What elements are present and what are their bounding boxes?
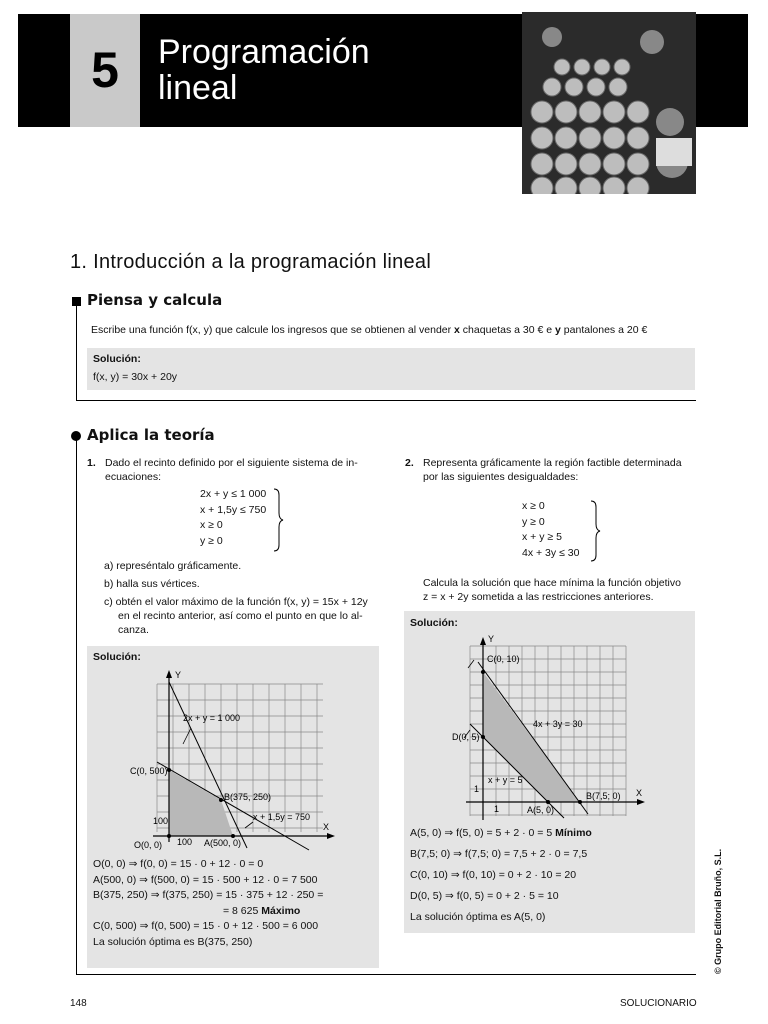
ex1-system bbox=[200, 487, 266, 549]
ex1-line2-arrow-icon bbox=[245, 822, 253, 828]
ex1-line1-arrow-icon bbox=[183, 728, 191, 744]
piensa-heading: Piensa y calcula bbox=[87, 291, 223, 309]
book-title: SOLUCIONARIO bbox=[620, 998, 697, 1009]
ex1-tick-y: 100 bbox=[153, 816, 169, 826]
aplica-rule-vertical bbox=[76, 436, 77, 974]
ex2-point-B bbox=[578, 800, 582, 804]
ex1-ineq-1: 2x + y ≤ 1 000 bbox=[200, 488, 267, 500]
ex2-tick-x: 1 bbox=[494, 804, 500, 814]
ex1-item-b: b) halla sus vértices. bbox=[104, 578, 200, 590]
ex1-eval-C: C(0, 500) ⇒ f(0, 500) = 15 · 0 + 12 · 500 = 6 000 bbox=[93, 920, 319, 932]
ex1-point-B-label: B(375, 250) bbox=[224, 792, 272, 802]
ex1-point-O bbox=[167, 834, 171, 838]
ex1-solution-label: Solución: bbox=[93, 651, 141, 663]
ex2-line1-label: 4x + 3y = 30 bbox=[533, 719, 583, 729]
ex2-point-D bbox=[481, 735, 485, 739]
ex2-solution-label: Solución: bbox=[410, 617, 458, 629]
piensa-solution-box bbox=[87, 348, 695, 390]
section-title: 1. Introducción a la programación lineal bbox=[70, 251, 432, 273]
ex2-line2-label: x + y = 5 bbox=[488, 775, 523, 785]
chapter-number: 5 bbox=[70, 14, 140, 127]
ex1-item-c-line3: canza. bbox=[118, 624, 149, 636]
ex1-point-A-label: A(500, 0) bbox=[204, 838, 242, 848]
ex2-evaluations bbox=[410, 823, 695, 928]
piensa-prompt-pre: Escribe una función f(x, y) que calcule los ingresos que se obtienen al vender bbox=[91, 324, 455, 336]
ex2-statement bbox=[423, 456, 703, 484]
ex2-statement-line1: Representa gráficamente la región factible determinada bbox=[423, 457, 682, 469]
ex1-item-c bbox=[104, 595, 368, 637]
ex1-eval-O: O(0, 0) ⇒ f(0, 0) = 15 · 0 + 12 · 0 = 0 bbox=[93, 858, 264, 870]
ex2-min-tag: Mínimo bbox=[555, 827, 592, 839]
ex2-calc-line2: z = x + 2y sometida a las restricciones anteriores. bbox=[423, 591, 654, 603]
ex2-x-label: X bbox=[636, 788, 643, 798]
aplica-rule-horizontal bbox=[76, 974, 696, 975]
page-number: 148 bbox=[70, 998, 87, 1009]
ex2-line1-arrow-icon bbox=[468, 660, 474, 668]
ex1-statement-line2: ecuaciones: bbox=[105, 471, 162, 483]
ex1-line1-label: 2x + y = 1 000 bbox=[183, 713, 241, 723]
ex1-tick-x: 100 bbox=[177, 837, 193, 847]
ex2-ineq-4: 4x + 3y ≤ 30 bbox=[522, 546, 580, 559]
ex1-line2-label: x + 1,5y = 750 bbox=[253, 812, 311, 822]
ex2-system bbox=[522, 499, 579, 561]
ex1-eval-B-result bbox=[93, 904, 383, 920]
ex2-statement-line2: por las siguientes desigualdades: bbox=[423, 471, 579, 483]
ex2-ineq-1: x ≥ 0 bbox=[522, 500, 545, 512]
ex2-conclusion: La solución óptima es A(5, 0) bbox=[410, 911, 546, 923]
chapter-title-line2: lineal bbox=[158, 69, 238, 107]
ex1-graph bbox=[87, 666, 379, 856]
ex2-calc-line1: Calcula la solución que hace mínima la función objetivo bbox=[423, 577, 681, 589]
ex2-y-arrow-icon bbox=[480, 637, 486, 645]
ex2-point-B-label: B(7,5; 0) bbox=[586, 791, 621, 801]
ex1-item-c-line2: en el recinto anterior, así como el punto en que lo al- bbox=[118, 610, 363, 622]
ex1-point-C bbox=[167, 768, 171, 772]
ex1-point-B bbox=[219, 798, 223, 802]
ex2-number: 2. bbox=[405, 457, 414, 469]
ex1-item-c-line1: c) obtén el valor máximo de la función f(x, y) = 15x + 12y bbox=[104, 596, 368, 608]
ex2-eval-B: B(7,5; 0) ⇒ f(7,5; 0) = 7,5 + 2 · 0 = 7,5 bbox=[410, 848, 588, 860]
ex1-brace-icon bbox=[272, 487, 284, 553]
ex2-eval-D: D(0, 5) ⇒ f(0, 5) = 0 + 2 · 5 = 10 bbox=[410, 890, 559, 902]
ex1-eval-B-value: = 8 625 bbox=[223, 904, 259, 917]
ex1-number: 1. bbox=[87, 457, 96, 469]
ex1-item-a: a) represéntalo gráficamente. bbox=[104, 560, 242, 572]
ex1-conclusion: La solución óptima es B(375, 250) bbox=[93, 935, 253, 948]
piensa-prompt-x: x bbox=[454, 324, 460, 336]
ex2-point-C bbox=[481, 670, 485, 674]
ex1-point-O-label: O(0, 0) bbox=[134, 840, 163, 850]
piensa-prompt-y: y bbox=[555, 324, 561, 336]
ex1-x-arrow-icon bbox=[327, 833, 335, 839]
piensa-prompt-mid: chaquetas a 30 € e bbox=[459, 324, 556, 336]
ex2-graph bbox=[404, 632, 695, 822]
ex2-x-arrow-icon bbox=[637, 799, 645, 805]
piensa-prompt bbox=[91, 323, 701, 337]
piensa-prompt-post: pantalones a 20 € bbox=[560, 324, 648, 336]
ex1-ineq-2: x + 1,5y ≤ 750 bbox=[200, 503, 267, 516]
ex1-ineq-4: y ≥ 0 bbox=[200, 534, 223, 547]
ex1-eval-A: A(500, 0) ⇒ f(500, 0) = 15 · 500 + 12 · 0 = 7 500 bbox=[93, 873, 318, 886]
ex1-y-arrow-icon bbox=[166, 670, 172, 678]
ex2-point-C-label: C(0, 10) bbox=[487, 654, 520, 664]
piensa-solution-text: f(x, y) = 30x + 20y bbox=[93, 371, 178, 383]
ex2-point-A bbox=[546, 800, 550, 804]
ex1-max-tag: Máximo bbox=[261, 904, 301, 917]
ex2-calc bbox=[423, 576, 703, 604]
ex2-ineq-3: x + y ≥ 5 bbox=[522, 531, 562, 543]
ex1-statement bbox=[105, 456, 380, 484]
fruit-photo-image bbox=[522, 12, 696, 194]
chapter-title-line1: Programación bbox=[158, 33, 370, 71]
ex2-eval-A-text: A(5, 0) ⇒ f(5, 0) = 5 + 2 · 0 = 5 bbox=[410, 827, 553, 839]
ex2-brace-icon bbox=[589, 499, 601, 563]
ex2-point-D-label: D(0, 5) bbox=[452, 732, 480, 742]
chapter-title bbox=[158, 34, 488, 106]
ex2-eval-A bbox=[410, 823, 695, 844]
ex1-evaluations bbox=[93, 857, 383, 950]
ex1-y-label: Y bbox=[175, 670, 182, 680]
ex2-tick-y: 1 bbox=[474, 784, 480, 794]
ex2-eval-C: C(0, 10) ⇒ f(0, 10) = 0 + 2 · 10 = 20 bbox=[410, 869, 577, 881]
piensa-rule-horizontal bbox=[76, 400, 696, 401]
ex2-y-label: Y bbox=[488, 634, 495, 644]
ex2-ineq-2: y ≥ 0 bbox=[522, 515, 545, 528]
ex2-point-A-label: A(5, 0) bbox=[527, 805, 555, 815]
ex1-statement-line1: Dado el recinto definido por el siguiente sistema de in- bbox=[105, 457, 358, 469]
fruit-photo bbox=[522, 12, 696, 194]
copyright: © Grupo Editorial Bruño, S.L. bbox=[713, 848, 723, 974]
piensa-solution-label: Solución: bbox=[93, 353, 141, 365]
ex1-ineq-3: x ≥ 0 bbox=[200, 519, 223, 531]
ex1-point-C-label: C(0, 500) bbox=[130, 766, 168, 776]
aplica-heading: Aplica la teoría bbox=[87, 426, 215, 444]
piensa-rule-vertical bbox=[76, 302, 77, 400]
ex1-eval-B: B(375, 250) ⇒ f(375, 250) = 15 · 375 + 12 · 250 = bbox=[93, 889, 324, 901]
ex1-x-label: X bbox=[323, 822, 330, 832]
